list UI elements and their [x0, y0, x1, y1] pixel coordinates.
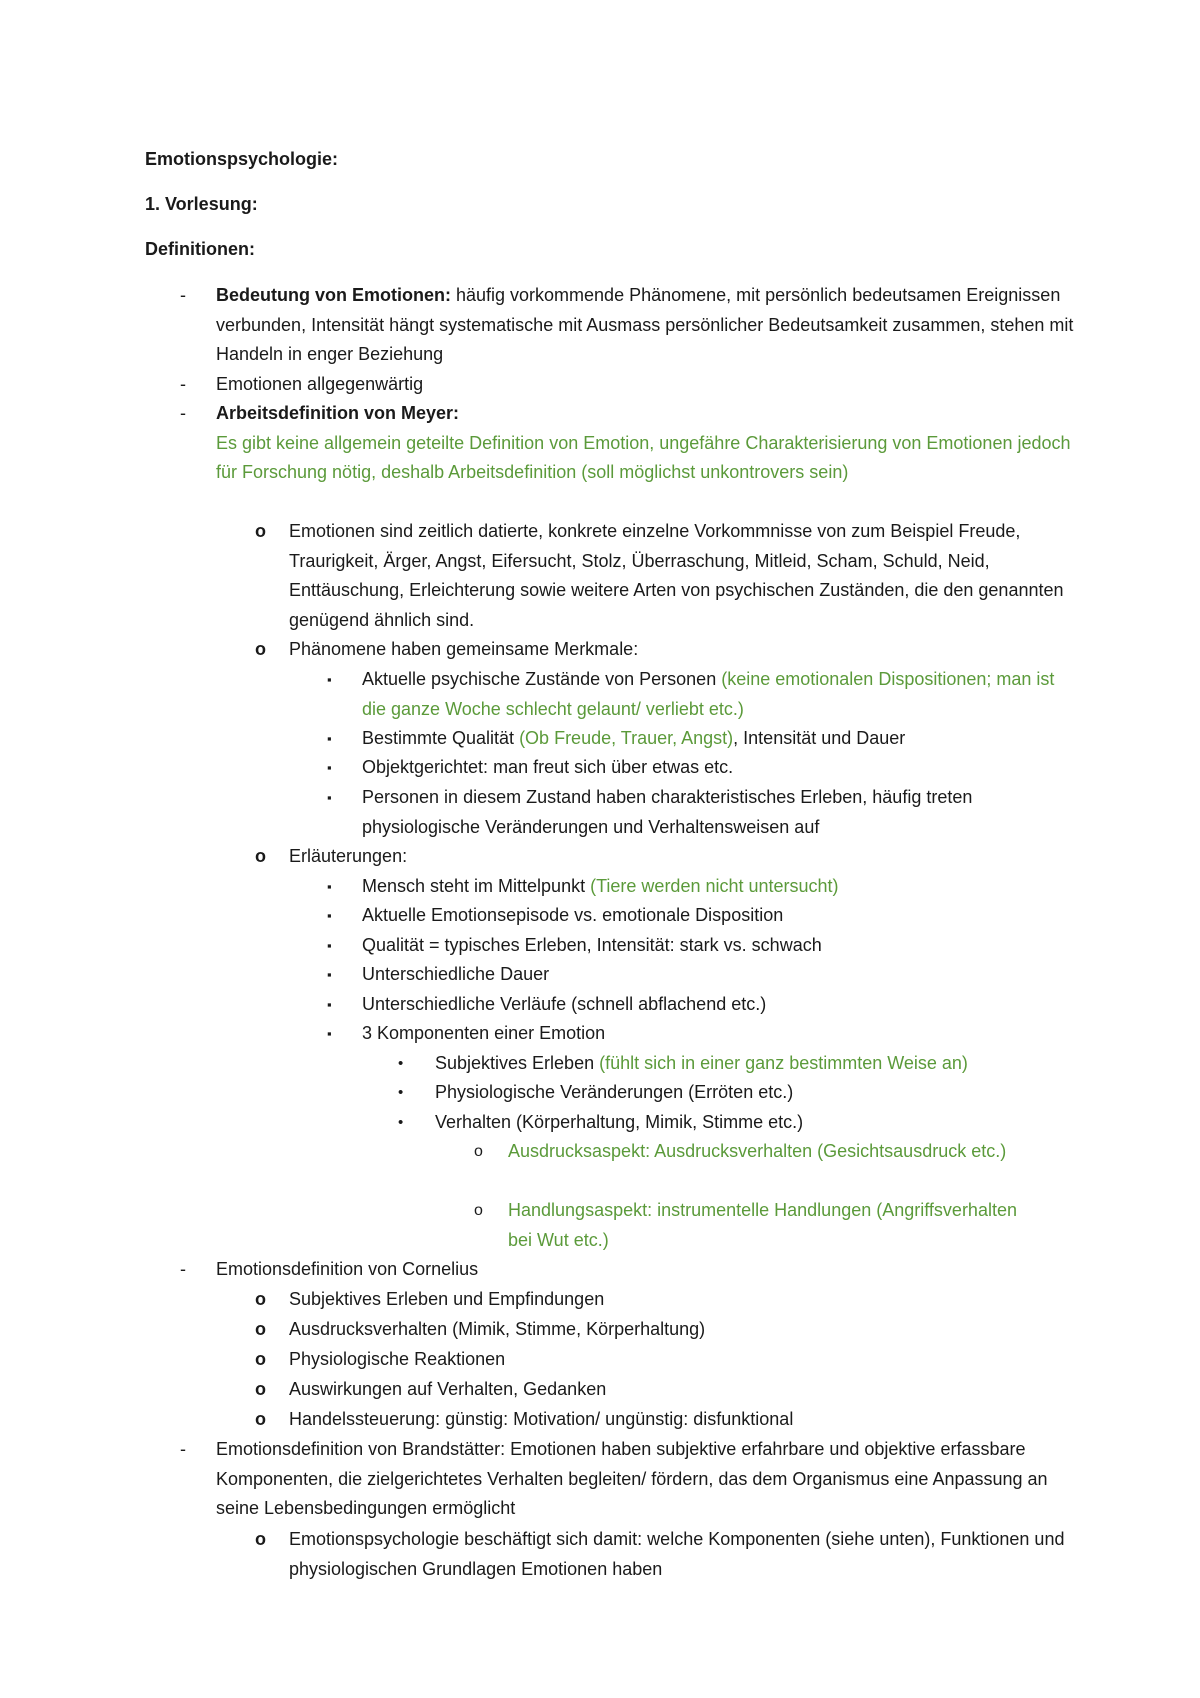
- list-item-komponenten: 3 Komponenten einer Emotion: [362, 1023, 606, 1043]
- list-item-ausdruck: Ausdrucksaspekt: Ausdrucksverhalten (Gesichtsausdruck etc.): [508, 1141, 1007, 1161]
- list-item-mensch: [362, 872, 1062, 902]
- list-item-qualitaet: [362, 724, 1062, 754]
- list-item-merkmale: Phänomene haben gemeinsame Merkmale:: [289, 639, 639, 659]
- circle-bullet: o: [255, 639, 266, 659]
- item-label: Bedeutung von Emotionen:: [216, 285, 451, 305]
- circle-bullet: o: [255, 1379, 266, 1399]
- list-item-dauer: Unterschiedliche Dauer: [362, 964, 550, 984]
- square-bullet: ▪: [327, 938, 332, 953]
- item-text: häufig vorkommende Phänomene, mit persönlich bedeutsamen Ereignissen verbunden, Intensität hängt systematische mit Ausmass persönlicher Bedeutsamkeit zusammen, stehen mit Handeln in enger Beziehung: [216, 285, 1074, 364]
- square-bullet: ▪: [327, 731, 332, 746]
- square-bullet: ▪: [327, 908, 332, 923]
- list-item-physio: Physiologische Veränderungen (Erröten etc.): [435, 1082, 794, 1102]
- item-text: Bestimmte Qualität: [362, 728, 520, 748]
- dash-bullet: -: [180, 1259, 186, 1279]
- item-label: Arbeitsdefinition von Meyer:: [216, 403, 460, 423]
- list-item-aktuelle: [362, 665, 1062, 724]
- circle-bullet-small: o: [474, 1202, 483, 1219]
- round-bullet: •: [398, 1114, 404, 1131]
- item-note: (Ob Freude, Trauer, Angst): [519, 728, 734, 748]
- item-text: Aktuelle psychische Zustände von Personen: [362, 669, 722, 689]
- list-item-verhalten: Verhalten (Körperhaltung, Mimik, Stimme etc.): [435, 1112, 804, 1132]
- item-note: (keine emotionalen Dispositionen; man ist die ganze Woche schlecht gelaunt/ verliebt etc.): [362, 669, 1055, 719]
- dash-bullet: -: [180, 1439, 186, 1459]
- round-bullet: •: [398, 1084, 404, 1101]
- list-item-cornelius-sub: Subjektives Erleben und Empfindungen: [289, 1289, 605, 1309]
- list-item-objekt: Objektgerichtet: man freut sich über etwas etc.: [362, 757, 734, 777]
- list-item-cornelius-sub: Physiologische Reaktionen: [289, 1349, 506, 1369]
- list-item-meyer: [216, 399, 1076, 488]
- list-item-subjektiv: [435, 1049, 1075, 1079]
- circle-bullet: o: [255, 1289, 266, 1309]
- lecture-heading: 1. Vorlesung:: [145, 194, 258, 214]
- list-item-episode: Aktuelle Emotionsepisode vs. emotionale Disposition: [362, 905, 784, 925]
- circle-bullet-small: o: [474, 1143, 483, 1160]
- round-bullet: •: [398, 1055, 404, 1072]
- list-item-handlung: Handlungsaspekt: instrumentelle Handlungen (Angriffsverhalten bei Wut etc.): [508, 1200, 1017, 1250]
- list-item-bedeutung: [216, 281, 1076, 370]
- square-bullet: ▪: [327, 790, 332, 805]
- document-title: Emotionspsychologie:: [145, 149, 339, 169]
- item-rest: , Intensität und Dauer: [733, 728, 906, 748]
- list-item-brandstaetter-sub: Emotionspsychologie beschäftigt sich damit: welche Komponenten (siehe unten), Funktionen und physiologischen Grundlagen Emotionen haben: [289, 1529, 1065, 1579]
- square-bullet: ▪: [327, 672, 332, 687]
- list-item-cornelius-sub: Handelssteuerung: günstig: Motivation/ ungünstig: disfunktional: [289, 1409, 794, 1429]
- list-item-datiert: Emotionen sind zeitlich datierte, konkrete einzelne Vorkommnisse von zum Beispiel Freude, Traurigkeit, Ärger, Angst, Eifersucht, Stolz, Überraschung, Mitleid, Scham, Schuld, Neid, Enttäuschung, Erleichterung sowie weitere Arten von psychischen Zuständen, die den genannten genügend ähnlich sind.: [289, 521, 1064, 630]
- circle-bullet: o: [255, 1409, 266, 1429]
- dash-bullet: -: [180, 374, 186, 394]
- square-bullet: ▪: [327, 760, 332, 775]
- square-bullet: ▪: [327, 1026, 332, 1041]
- list-item-cornelius: Emotionsdefinition von Cornelius: [216, 1259, 479, 1279]
- item-text: Subjektives Erleben: [435, 1053, 600, 1073]
- item-note: (fühlt sich in einer ganz bestimmten Weise an): [599, 1053, 968, 1073]
- item-note: (Tiere werden nicht untersucht): [590, 876, 839, 896]
- circle-bullet: o: [255, 1349, 266, 1369]
- item-note: Es gibt keine allgemein geteilte Definition von Emotion, ungefähre Charakterisierung von Emotionen jedoch für Forschung nötig, deshalb Arbeitsdefinition (soll möglichst unkontrovers sein): [216, 432, 1071, 482]
- square-bullet: ▪: [327, 967, 332, 982]
- dash-bullet: -: [180, 403, 186, 423]
- list-item-erlaeuterungen: Erläuterungen:: [289, 846, 408, 866]
- square-bullet: ▪: [327, 997, 332, 1012]
- dash-bullet: -: [180, 285, 186, 305]
- list-item-cornelius-sub: Auswirkungen auf Verhalten, Gedanken: [289, 1379, 607, 1399]
- list-item-brandstaetter: Emotionsdefinition von Brandstätter: Emotionen haben subjektive erfahrbare und objektive erfassbare Komponenten, die zielgerichtetes Verhalten begleiten/ fördern, das dem Organismus eine Anpassung an seine Lebensbedingungen ermöglicht: [216, 1439, 1048, 1518]
- list-item-verlaeufe: Unterschiedliche Verläufe (schnell abflachend etc.): [362, 994, 767, 1014]
- list-item-allgegenwaertig: Emotionen allgegenwärtig: [216, 374, 424, 394]
- list-item-personen: Personen in diesem Zustand haben charakteristisches Erleben, häufig treten physiologische Veränderungen und Verhaltensweisen auf: [362, 787, 973, 837]
- list-item-cornelius-sub: Ausdrucksverhalten (Mimik, Stimme, Körperhaltung): [289, 1319, 706, 1339]
- list-item-qualitaet-erleben: Qualität = typisches Erleben, Intensität: stark vs. schwach: [362, 935, 822, 955]
- circle-bullet: o: [255, 1319, 266, 1339]
- circle-bullet: o: [255, 1529, 266, 1549]
- square-bullet: ▪: [327, 879, 332, 894]
- section-heading: Definitionen:: [145, 239, 255, 259]
- circle-bullet: o: [255, 846, 266, 866]
- item-text: Mensch steht im Mittelpunkt: [362, 876, 591, 896]
- circle-bullet: o: [255, 521, 266, 541]
